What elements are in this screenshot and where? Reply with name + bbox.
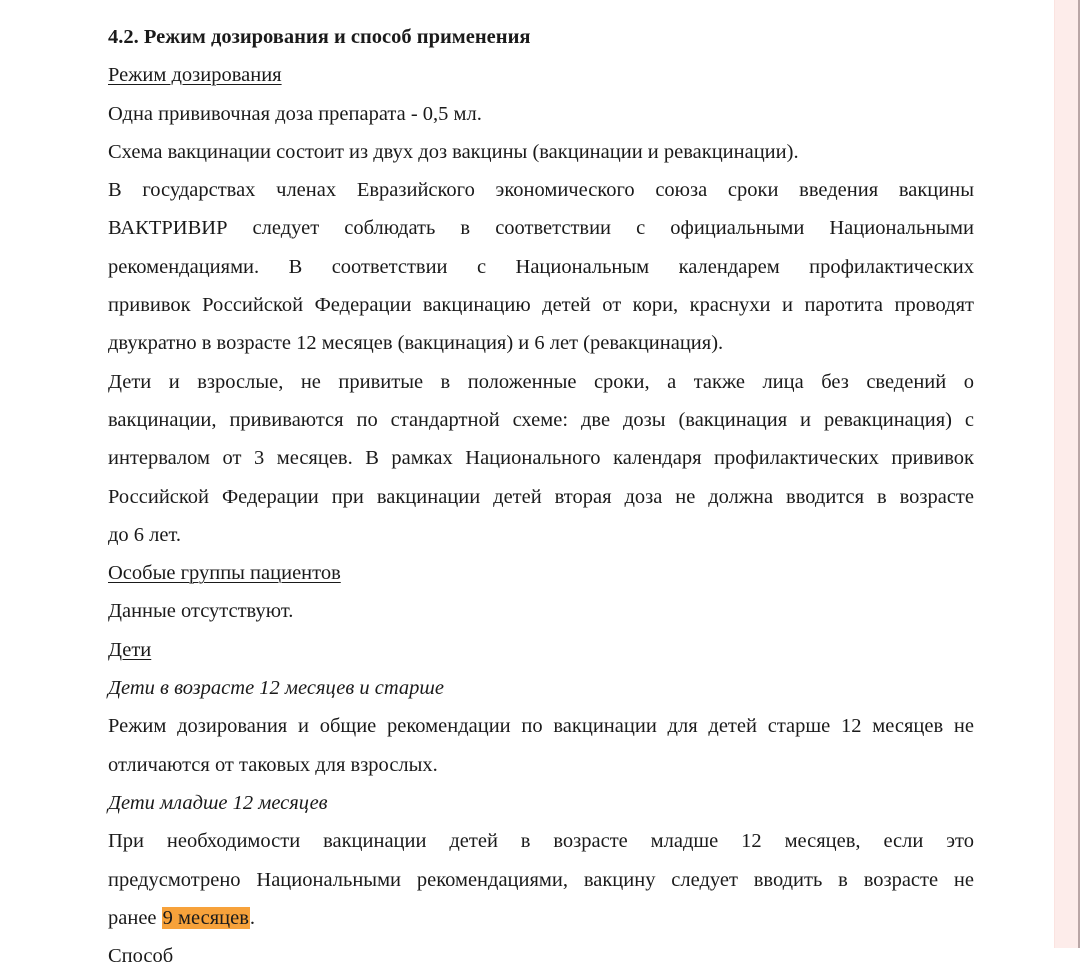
paragraph-line: интервалом от 3 месяцев. В рамках Национального календаря профилактических прививок xyxy=(108,447,974,470)
subheading-children-under-12: Дети младше 12 месяцев xyxy=(108,791,328,814)
paragraph-line: отличаются от таковых для взрослых. xyxy=(108,753,438,776)
subheading-children: Дети xyxy=(108,638,152,661)
scheme-line: Схема вакцинации состоит из двух доз вакцины (вакцинации и ревакцинации). xyxy=(108,140,799,163)
last-line-suffix: . xyxy=(249,906,256,929)
paragraph-line: Дети и взрослые, не привитые в положенные сроки, а также лица без сведений о xyxy=(108,370,974,393)
subheading-children-12-plus: Дети в возрасте 12 месяцев и старше xyxy=(108,677,444,700)
paragraph-line: В государствах членах Евразийского экономического союза сроки введения вакцины xyxy=(108,179,974,202)
paragraph-line: При необходимости вакцинации детей в возрасте младше 12 месяцев, если это xyxy=(108,830,974,853)
paragraph-line: предусмотрено Национальными рекомендациями, вакцину следует вводить в возрасте не xyxy=(108,868,974,891)
paragraph-line-with-highlight xyxy=(108,899,974,937)
subheading-dosing-regimen: Режим дозирования xyxy=(108,64,282,87)
paragraph-line: Режим дозирования и общие рекомендации по вакцинации для детей старше 12 месяцев не xyxy=(108,715,974,738)
paragraph-line: двукратно в возрасте 12 месяцев (вакцинация) и 6 лет (ревакцинация). xyxy=(108,332,724,355)
special-groups-text: Данные отсутствуют. xyxy=(108,600,294,623)
paragraph-line: рекомендациями. В соответствии с Национальным календарем профилактических xyxy=(108,255,974,278)
last-line-prefix: ранее xyxy=(108,906,162,929)
paragraph-line: ВАКТРИВИР следует соблюдать в соответствии с официальными Национальными xyxy=(108,217,974,240)
dose-line: Одна прививочная доза препарата - 0,5 мл. xyxy=(108,102,482,125)
paragraph-line: Российской Федерации при вакцинации детей вторая доза не должна вводится в возрасте xyxy=(108,485,974,508)
section-heading: 4.2. Режим дозирования и способ применения xyxy=(108,26,531,48)
side-panel-strip xyxy=(1054,0,1080,948)
subheading-special-groups: Особые группы пациентов xyxy=(108,562,341,585)
highlighted-text: 9 месяцев xyxy=(162,906,249,929)
paragraph-line: вакцинации, прививаются по стандартной схеме: две дозы (вакцинация и ревакцинация) с xyxy=(108,408,974,431)
paragraph-line: до 6 лет. xyxy=(108,523,182,546)
paragraph-line: прививок Российской Федерации вакцинацию детей от кори, краснухи и паротита проводят xyxy=(108,294,974,317)
cutoff-line: Способ xyxy=(108,945,174,968)
document-content xyxy=(108,18,974,968)
